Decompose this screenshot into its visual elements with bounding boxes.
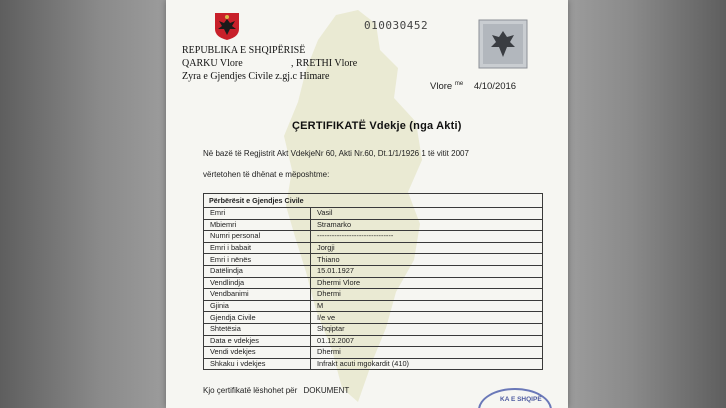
- row-value: Dhermi Vlore: [311, 277, 543, 289]
- row-value: Thiano: [311, 254, 543, 266]
- table-row: [204, 312, 543, 324]
- background-left: [0, 0, 166, 408]
- civil-office-label: Zyra e Gjendjes Civile z.gj.c Himare: [182, 71, 330, 82]
- stamp-text: KA E SHQIPË: [500, 396, 542, 403]
- place-name: Vlore: [430, 81, 453, 93]
- row-label: Emri: [204, 208, 311, 220]
- row-label: Datëlindja: [204, 265, 311, 277]
- certificate-purpose: [203, 386, 349, 395]
- row-value: Vasil: [311, 208, 543, 220]
- table-row: [204, 231, 543, 243]
- register-basis-text: Në bazë të Regjistrit Akt VdekjeNr 60, Akti Nr.60, Dt.1/1/1926 1 të vitit 2007: [203, 149, 469, 158]
- row-value: 15.01.1927: [311, 265, 543, 277]
- row-label: Gjinia: [204, 300, 311, 312]
- albanian-eagle-emblem-icon: [212, 11, 242, 41]
- certificate-title: ÇERTIFIKATË Vdekje (nga Akti): [292, 120, 462, 132]
- county-label: QARKU Vlore: [182, 58, 243, 69]
- table-header: Përbërësit e Gjendjes Civile: [204, 194, 543, 208]
- republic-heading: REPUBLIKA E SHQIPËRISË: [182, 45, 306, 56]
- purpose-value: DOKUMENT: [303, 386, 350, 395]
- row-label: Gjendja Civile: [204, 312, 311, 324]
- place-date: [430, 81, 516, 92]
- district-label: , RRETHI Vlore: [291, 58, 358, 69]
- row-label: Numri personal: [204, 231, 311, 243]
- table-row: [204, 300, 543, 312]
- row-label: Emri i nënës: [204, 254, 311, 266]
- table-row: [204, 347, 543, 359]
- row-value: 01.12.2007: [311, 335, 543, 347]
- row-label: Vendlindja: [204, 277, 311, 289]
- row-value: I/e ve: [311, 312, 543, 324]
- row-value: Jorgji: [311, 242, 543, 254]
- row-value: Dhermi: [311, 289, 543, 301]
- row-label: Data e vdekjes: [204, 335, 311, 347]
- background-right: [568, 0, 726, 408]
- table-row: [204, 265, 543, 277]
- table-row: [204, 242, 543, 254]
- table-row: [204, 289, 543, 301]
- serial-number: 010030452: [364, 19, 429, 32]
- row-value: Shqiptar: [311, 323, 543, 335]
- table-row: [204, 323, 543, 335]
- table-row: [204, 208, 543, 220]
- row-value: Infrakt acuti mgokardit (410): [311, 358, 543, 370]
- row-label: Vendbanimi: [204, 289, 311, 301]
- row-label: Shkaku i vdekjes: [204, 358, 311, 370]
- table-row: [204, 254, 543, 266]
- table-row: [204, 277, 543, 289]
- row-label: Emri i babait: [204, 242, 311, 254]
- issue-date: 4/10/2016: [473, 81, 517, 93]
- row-value: M: [311, 300, 543, 312]
- purpose-label: Kjo çertifikatë lëshohet për: [203, 386, 298, 395]
- table-row: [204, 335, 543, 347]
- security-hologram-badge-icon: [478, 19, 528, 69]
- certificate-page: [166, 0, 568, 408]
- row-value: Stramarko: [311, 219, 543, 231]
- row-label: Shtetësia: [204, 323, 311, 335]
- place-suffix: me: [454, 81, 464, 87]
- civil-status-table: [203, 193, 543, 370]
- official-stamp: [478, 388, 552, 408]
- row-value: -------------------------------: [311, 231, 543, 243]
- row-label: Vendi vdekjes: [204, 347, 311, 359]
- row-label: Mbiemri: [204, 219, 311, 231]
- table-row: [204, 219, 543, 231]
- certify-text: vërtetohen të dhënat e mëposhtme:: [203, 170, 330, 179]
- row-value: Dhermi: [311, 347, 543, 359]
- table-row: [204, 358, 543, 370]
